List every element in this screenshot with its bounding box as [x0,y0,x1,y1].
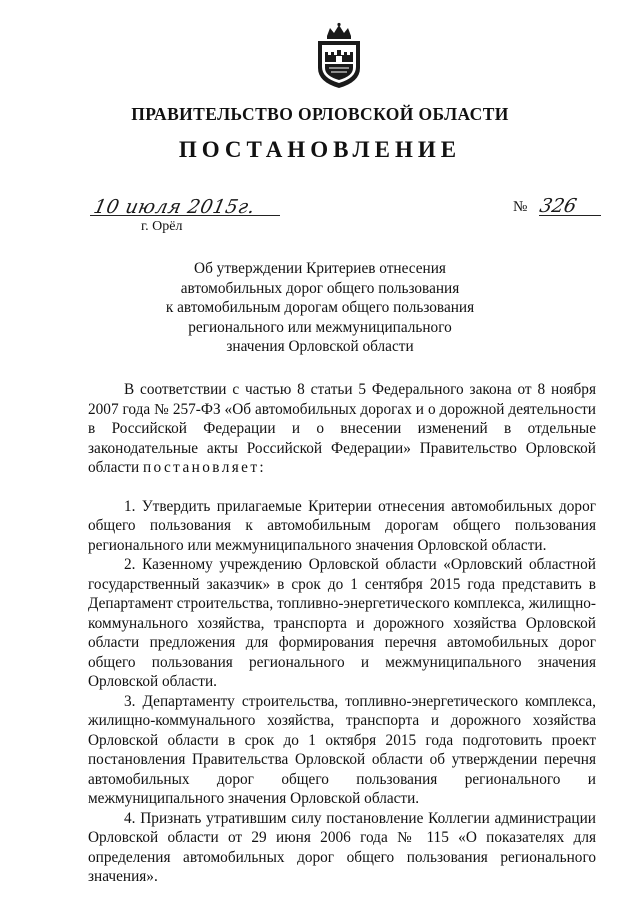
preamble-text: В соответствии с частью 8 статьи 5 Федерального закона от 8 ноября 2007 года № 257-ФЗ «Об автомобильных дорогах и о дорожной деятельности в Российской Федерации и о внесении изменений в отдельные законодательные акты Российской Федерации» Правительство Орловской области [88,381,596,476]
organization-name: ПРАВИТЕЛЬСТВО ОРЛОВСКОЙ ОБЛАСТИ [131,104,509,124]
subject-line: Об утверждении Критериев отнесения [194,260,446,277]
decree-subject [0,259,640,357]
clause-1: 1. Утвердить прилагаемые Критерии отнесения автомобильных дорог общего пользования к автомобильным дорогам общего пользования регионального или межмуниципального значения Орловской области. [88,497,596,554]
city-label: г. Орёл [141,219,183,234]
document-type: ПОСТАНОВЛЕНИЕ [178,137,462,162]
clause-4: 4. Признать утратившим силу постановление Коллегии администрации Орловской области от 29 июня 2006 года № 115 «О показателях для определения автомобильных дорог общего пользования регионального значения». [88,809,596,885]
number-label: № [513,199,528,215]
subject-line: автомобильных дорог общего пользования [180,279,460,297]
number-underline [539,215,601,216]
decree-body [88,380,596,887]
preamble-paragraph [88,380,596,478]
handwritten-date: 10 июля 2015г. [91,196,258,218]
date-field [90,198,280,218]
clause-2: 2. Казенному учреждению Орловской области «Орловский областной государственный заказчик» в срок до 1 сентября 2015 года представить в Департамент строительства, топливно-энергетического комплекса, жилищно-коммунального хозяйства, транспорта и дорожного хозяйства Орловской области предложения для формирования перечня автомобильных дорог общего пользования регионального и межмуниципального значения Орловской области. [88,556,596,690]
number-field [513,195,603,218]
subject-line: регионального или межмуниципального [188,318,452,336]
date-underline [90,215,280,216]
handwritten-number: 326 [537,195,579,217]
subject-line: значения Орловской области [226,338,414,355]
preamble-resolves-word: постановляет: [142,459,267,476]
subject-line: к автомобильным дорогам общего пользования [165,299,475,316]
clause-3: 3. Департаменту строительства, топливно-энергетического комплекса, жилищно-коммунального хозяйства, транспорта и дорожного хозяйства Орловской области в срок до 1 октября 2015 года подготовить проект постановления Правительства Орловской области об утверждении перечня автомобильных дорог общего пользования регионального и межмуниципального значения Орловской области. [88,692,596,807]
coat-of-arms-emblem [313,22,365,90]
